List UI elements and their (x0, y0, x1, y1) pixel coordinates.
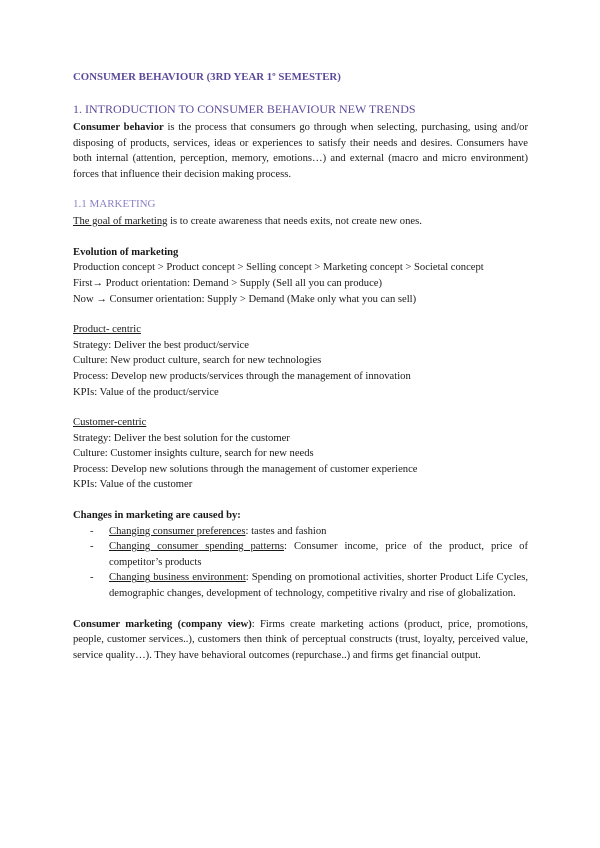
section-1-1-heading: 1.1 MARKETING (73, 197, 156, 210)
list-item (73, 570, 528, 601)
product-centric-line: Process: Develop new products/services through the management of innovation (73, 370, 411, 382)
evolution-now: Now → Consumer orientation: Supply > Demand (Make only what you can sell) (73, 293, 417, 305)
change-term: Changing consumer spending patterns (109, 541, 285, 553)
product-centric-line: Strategy: Deliver the best product/service (73, 339, 249, 351)
term-consumer-behavior: Consumer behavior (73, 122, 164, 134)
customer-centric-line: Culture: Customer insights culture, search for new needs (73, 448, 314, 460)
product-centric-line: Culture: New product culture, search for new technologies (73, 355, 322, 367)
term-goal-of-marketing: The goal of marketing (73, 216, 168, 228)
changes-list (73, 524, 528, 602)
document-page (73, 70, 528, 663)
list-item (73, 539, 528, 570)
list-item (73, 524, 528, 540)
change-text: : Spending on promotional activities, shorter Product Life Cycles, demographic changes, development of technology, competitive rivalry and rise of globalization. (109, 572, 528, 600)
consumer-marketing-text: : Firms create marketing actions (product, price, promotions, people, customer services..), customers then think of perceptual constructs (trust, loyalty, perceived value, service quality…). They have behavioral outcomes (repurchase..) and firms get financial output. (73, 618, 528, 661)
term-consumer-marketing: Consumer marketing (company view) (73, 618, 252, 630)
consumer-behavior-definition (73, 120, 528, 182)
evolution-heading: Evolution of marketing (73, 246, 179, 258)
dash-bullet: - (90, 525, 94, 537)
product-centric-line: KPIs: Value of the product/service (73, 386, 219, 398)
definition-text: is the process that consumers go through when selecting, purchasing, using and/or disposing of products, services, ideas or experiences to satisfy their needs and desires. Consumers have both internal (attention, perception, memory, emotions…) and external (macro and micro environment) forces that influence their decision making process. (73, 122, 529, 180)
change-text: : tastes and fashion (245, 525, 327, 537)
dash-bullet: - (90, 541, 94, 553)
consumer-marketing-paragraph (73, 617, 528, 664)
evolution-chain: Production concept > Product concept > Selling concept > Marketing concept > Societal concept (73, 262, 484, 274)
customer-centric-line: Strategy: Deliver the best solution for the customer (73, 432, 290, 444)
evolution-first: First→ Product orientation: Demand > Supply (Sell all you can produce) (73, 277, 383, 289)
product-centric-heading: Product- centric (73, 324, 141, 336)
document-title: CONSUMER BEHAVIOUR (3RD YEAR 1º SEMESTER) (73, 71, 341, 83)
change-term: Changing consumer preferences (109, 525, 246, 537)
goal-text: is to create awareness that needs exits, not create new ones. (167, 216, 422, 228)
customer-centric-line: Process: Develop new solutions through the management of customer experience (73, 463, 418, 475)
change-term: Changing business environment (109, 572, 246, 584)
customer-centric-line: KPIs: Value of the customer (73, 479, 193, 491)
changes-heading: Changes in marketing are caused by: (73, 510, 241, 522)
customer-centric-heading: Customer-centric (73, 417, 147, 429)
dash-bullet: - (90, 572, 94, 584)
section-1-heading: 1. INTRODUCTION TO CONSUMER BEHAVIOUR NEW TRENDS (73, 101, 416, 116)
change-text: : Consumer income, price of the product, price of competitor’s products (109, 541, 528, 568)
goal-of-marketing (73, 214, 528, 230)
